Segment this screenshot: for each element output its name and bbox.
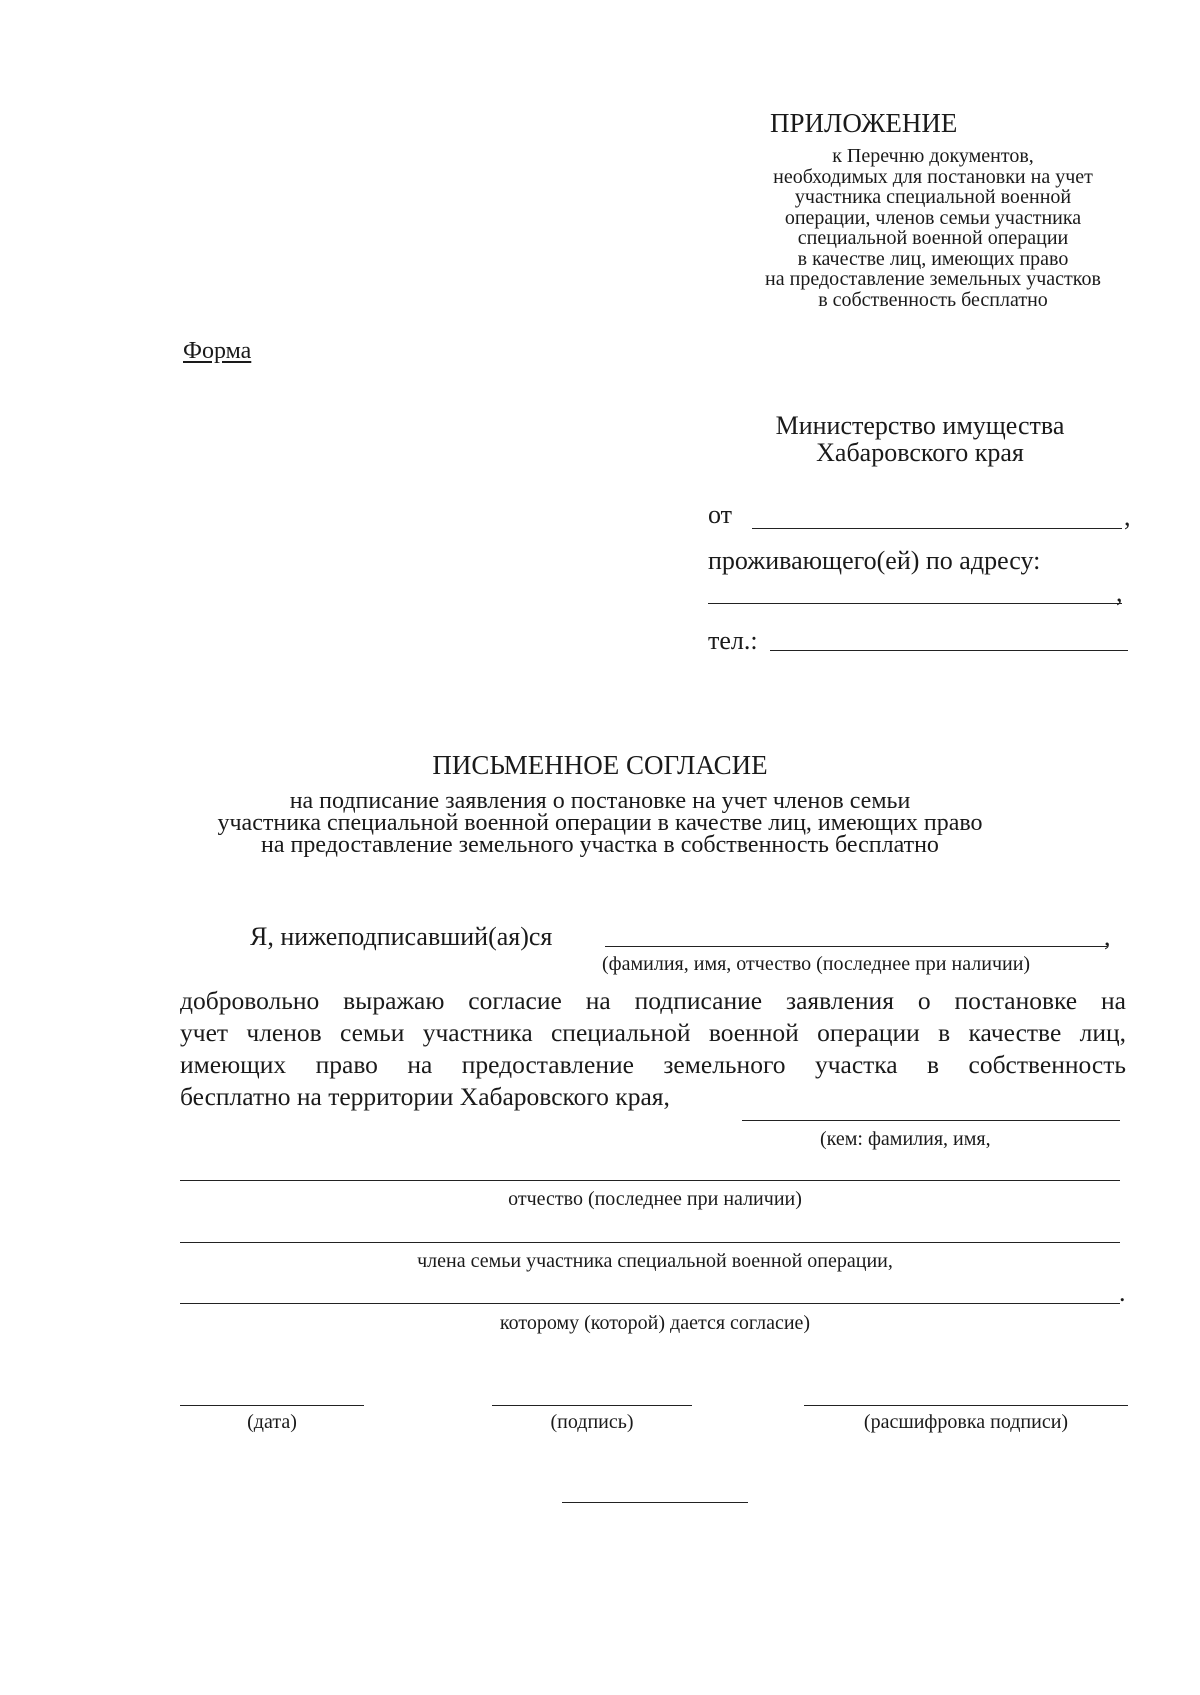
consent-paragraph xyxy=(180,985,1126,1113)
period-mark: . xyxy=(1119,1278,1126,1307)
consent-line-2: учет членов семьи участника специальной военной операции в качестве лиц, xyxy=(180,1018,1126,1047)
closing-divider xyxy=(562,1502,748,1503)
member-hint: члена семьи участника специальной военной операции, xyxy=(417,1250,893,1272)
patronymic-hint: отчество (последнее при наличии) xyxy=(508,1188,802,1210)
appendix-title: ПРИЛОЖЕНИЕ xyxy=(770,108,958,138)
decoding-line[interactable] xyxy=(804,1405,1128,1406)
declarant-name-line[interactable] xyxy=(605,946,1107,947)
signature-caption: (подпись) xyxy=(550,1411,634,1433)
recipient-line-3[interactable] xyxy=(180,1242,1120,1243)
address-comma: , xyxy=(1116,578,1123,607)
consent-line-3: имеющих право на предоставление земельного участка в собственность xyxy=(180,1050,1126,1079)
signature-line[interactable] xyxy=(492,1405,692,1406)
recipient-name-line[interactable] xyxy=(742,1120,1120,1121)
from-comma: , xyxy=(1124,502,1131,531)
to-whom-hint: которому (которой) дается согласие) xyxy=(499,1312,811,1334)
date-line[interactable] xyxy=(180,1405,364,1406)
ministry-name: Министерство имущества Хабаровского края xyxy=(775,411,1065,467)
appendix-description: к Перечню документов, необходимых для постановки на учет участника специальной военной операции, членов семьи участника специальной военной операции в качестве лиц, имеющих право на предоставление земельных участков в собственность бесплатно xyxy=(765,145,1101,311)
recipient-line-2[interactable] xyxy=(180,1180,1120,1181)
declarant-comma: , xyxy=(1104,922,1111,951)
who-hint: (кем: фамилия, имя, xyxy=(820,1128,991,1150)
date-caption: (дата) xyxy=(247,1411,297,1433)
document-title: ПИСЬМЕННОЕ СОГЛАСИЕ xyxy=(432,750,768,780)
address-label: проживающего(ей) по адресу: xyxy=(708,546,1041,575)
recipient-line-4[interactable] xyxy=(180,1303,1120,1304)
consent-line-1: добровольно выражаю согласие на подписание заявления о постановке на xyxy=(180,986,1126,1015)
phone-label: тел.: xyxy=(708,626,758,655)
phone-input-line[interactable] xyxy=(770,650,1128,651)
declarant-hint: (фамилия, имя, отчество (последнее при наличии) xyxy=(602,953,1031,975)
decoding-caption: (расшифровка подписи) xyxy=(863,1411,1069,1433)
from-label: от xyxy=(708,500,733,529)
address-input-line[interactable] xyxy=(708,603,1122,604)
document-subtitle: на подписание заявления о постановке на учет членов семьи участника специальной военной операции в качестве лиц, имеющих право на предоставление земельного участка в собственность бесплатно xyxy=(217,788,983,858)
form-label: Форма xyxy=(183,338,252,364)
declarant-label: Я, нижеподписавший(ая)ся xyxy=(250,922,553,951)
consent-line-4: бесплатно на территории Хабаровского края, xyxy=(180,1082,670,1111)
from-input-line[interactable] xyxy=(752,528,1122,529)
